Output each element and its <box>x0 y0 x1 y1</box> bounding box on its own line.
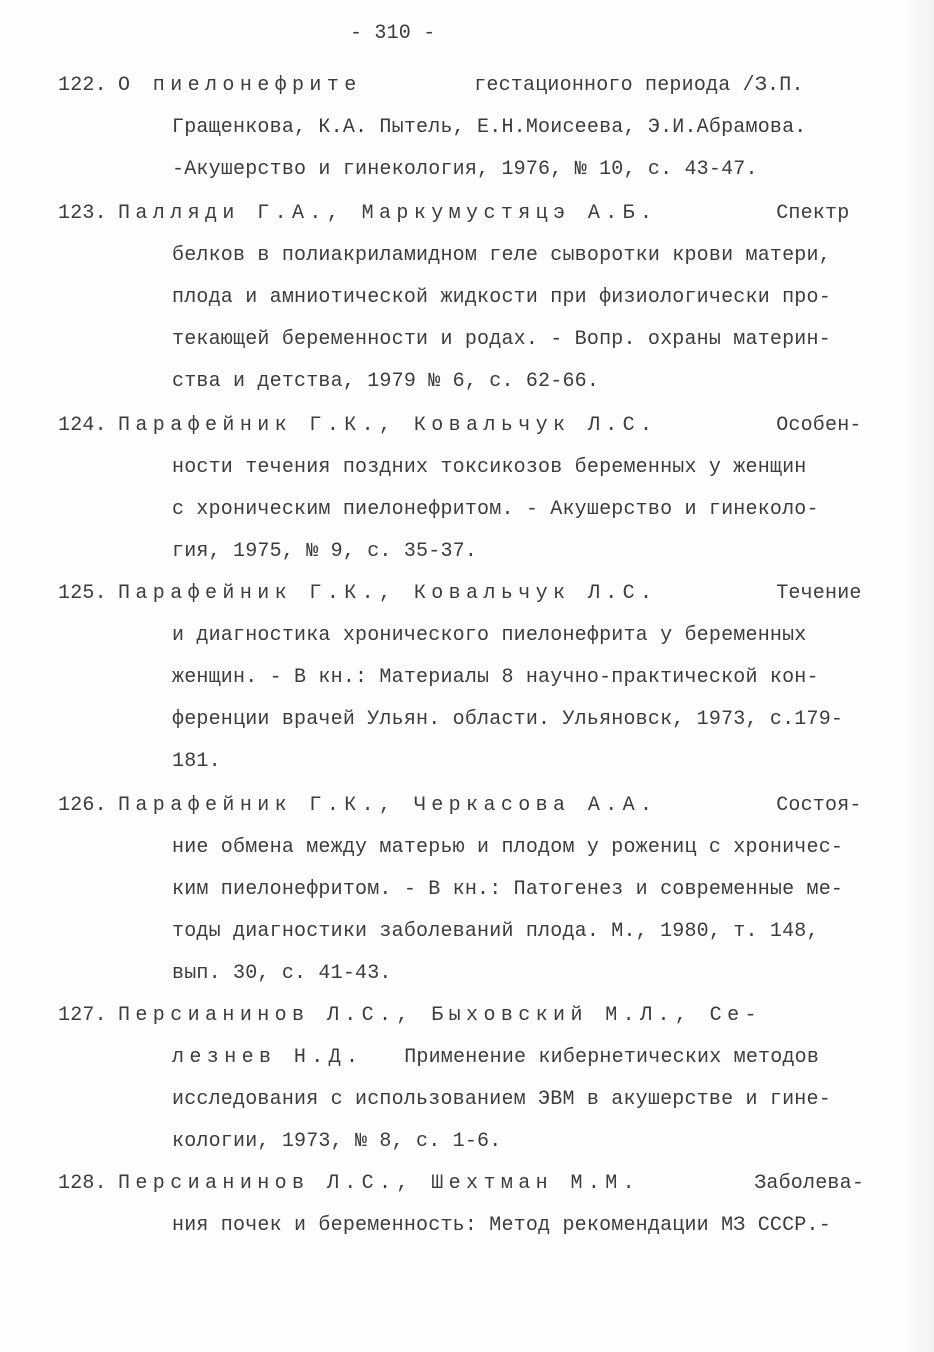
page-edge-shadow <box>904 0 934 1352</box>
entry-text-line: ния почек и беременность: Метод рекомендации МЗ СССР.- <box>172 1214 831 1237</box>
entry-authors: Парафейник Г.К., Ковальчук Л.С. <box>118 414 658 437</box>
entry-text-line: тоды диагностики заболеваний плода. М., 1980, т. 148, <box>172 920 819 943</box>
entry-text-line: Гращенкова, К.А. Пытель, Е.Н.Моисеева, Э.И.Абрамова. <box>172 116 807 139</box>
entry-text-line: исследования с использованием ЭВМ в акушерстве и гине- <box>172 1088 831 1111</box>
entry-text-line: Течение <box>764 582 862 605</box>
entry-number: 128. <box>58 1172 107 1195</box>
entry-text-line: белков в полиакриламидном геле сыворотки крови матери, <box>172 244 831 267</box>
entry-authors-continued: лезнев Н.Д. <box>172 1046 364 1069</box>
entry-text-line: текающей беременности и родах. - Вопр. охраны материн- <box>172 328 831 351</box>
entry-text-line: Особен- <box>764 414 862 437</box>
entry-text-line: Спектр <box>764 202 850 225</box>
entry-text-line: кологии, 1973, № 8, с. 1-6. <box>172 1130 502 1153</box>
entry-text-line: и диагностика хронического пиелонефрита у беременных <box>172 624 807 647</box>
entry-text-line: ким пиелонефритом. - В кн.: Патогенез и современные ме- <box>172 878 844 901</box>
entry-number: 124. <box>58 414 107 437</box>
entry-number: 126. <box>58 794 107 817</box>
entry-text-line: с хроническим пиелонефритом. - Акушерство и гинеколо- <box>172 498 819 521</box>
entry-text-line: ства и детства, 1979 № 6, с. 62-66. <box>172 370 600 393</box>
entry-text-line: Состоя- <box>764 794 862 817</box>
entry-text-line: Заболева- <box>742 1172 865 1195</box>
page-number: - 310 - <box>350 22 436 45</box>
entry-authors: Парафейник Г.К., Ковальчук Л.С. <box>118 582 658 605</box>
entry-text-line: ности течения поздних токсикозов беременных у женщин <box>172 456 807 479</box>
entry-text-line: женщин. - В кн.: Материалы 8 научно-практической кон- <box>172 666 819 689</box>
entry-text-line: ние обмена между матерью и плодом у рожениц с хроничес- <box>172 836 844 859</box>
entry-authors: Палляди Г.А., Маркумустяцэ А.Б. <box>118 202 658 225</box>
entry-text-line: -Акушерство и гинекология, 1976, № 10, с. 43-47. <box>172 158 758 181</box>
entry-number: 122. <box>58 74 107 97</box>
entry-text-line: гестационного периода /З.П. <box>462 74 804 97</box>
entry-authors: Персианинов Л.С., Быховский М.Л., Се- <box>118 1004 762 1027</box>
entry-authors: О пиелонефрите <box>118 74 362 97</box>
entry-number: 127. <box>58 1004 107 1027</box>
entry-authors: Персианинов Л.С., Шехтман М.М. <box>118 1172 641 1195</box>
entry-number: 125. <box>58 582 107 605</box>
entry-text-line: Применение кибернетических методов <box>392 1046 820 1069</box>
entry-text-line: вып. 30, с. 41-43. <box>172 962 392 985</box>
entry-text-line: плода и амниотической жидкости при физиологически про- <box>172 286 831 309</box>
entry-number: 123. <box>58 202 107 225</box>
entry-text-line: гия, 1975, № 9, с. 35-37. <box>172 540 478 563</box>
entry-text-line: 181. <box>172 750 221 773</box>
entry-authors: Парафейник Г.К., Черкасова А.А. <box>118 794 658 817</box>
entry-text-line: ференции врачей Ульян. области. Ульяновск, 1973, с.179- <box>172 708 844 731</box>
